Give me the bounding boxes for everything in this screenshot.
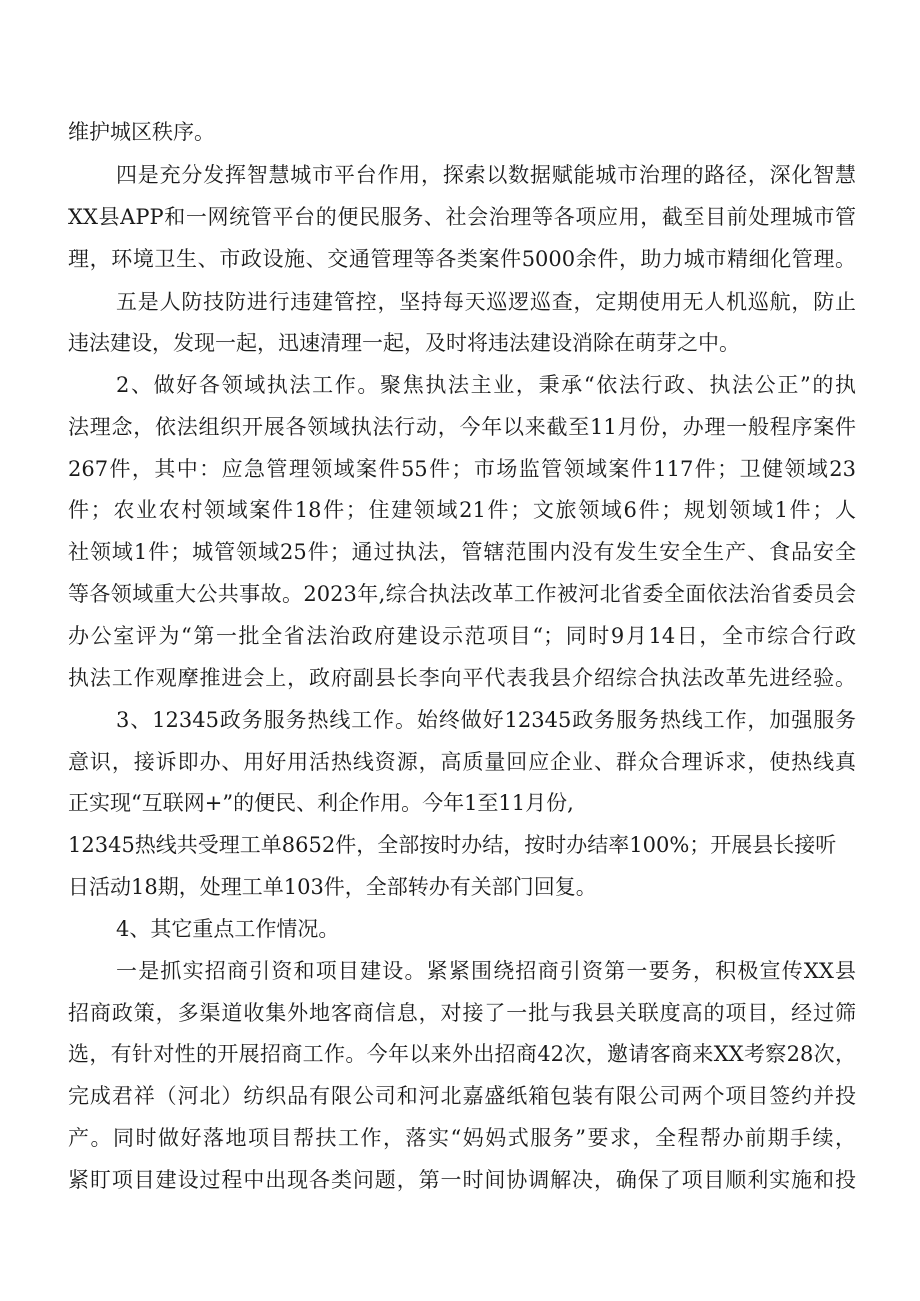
text-line-21: 一是抓实招商引资和项目建设。紧紧围绕招商引资第一要务，积极宣传XX县 <box>116 959 856 983</box>
text-line-16: 意识，接诉即办、用好用活热线资源，高质量回应企业、群众合理诉求，使热线真 <box>68 750 856 774</box>
text-line-18: 12345热线共受理工单8652件，全部按时办结，按时办结率100%；开展县长接听 <box>68 833 837 857</box>
text-line-8: 法理念，依法组织开展各领域执法行动，今年以来截至11月份，办理一般程序案件 <box>68 415 856 439</box>
text-line-6: 违法建设，发现一起，迅速清理一起，及时将违法建设消除在萌芽之中。 <box>68 331 740 355</box>
text-line-2: 四是充分发挥智慧城市平台作用，探索以数据赋能城市治理的路径，深化智慧 <box>116 163 856 187</box>
text-line-22: 招商政策，多渠道收集外地客商信息，对接了一批与我县关联度高的项目，经过筛 <box>68 1001 856 1025</box>
text-line-3: XX县APP和一网统管平台的便民服务、社会治理等各项应用，截至目前处理城市管 <box>68 205 856 229</box>
text-line-7: 2、做好各领域执法工作。聚焦执法主业，秉承“依法行政、执法公正”的执 <box>116 373 856 397</box>
text-line-1: 维护城区秩序。 <box>68 120 215 144</box>
text-line-20: 4、其它重点工作情况。 <box>116 917 340 941</box>
text-line-14: 执法工作观摩推进会上，政府副县长李向平代表我县介绍综合执法改革先进经验。 <box>68 666 856 690</box>
text-line-19: 日活动18期，处理工单103件，全部转办有关部门回复。 <box>68 875 597 899</box>
text-line-12: 等各领域重大公共事故。2023年,综合执法改革工作被河北省委全面依法治省委员会 <box>68 582 856 606</box>
text-line-5: 五是人防技防进行违建管控，坚持每天巡逻巡查，定期使用无人机巡航，防止 <box>116 290 856 314</box>
text-line-4: 理，环境卫生、市政设施、交通管理等各类案件5000余件，助力城市精细化管理。 <box>68 247 856 271</box>
text-line-25: 产。同时做好落地项目帮扶工作，落实“妈妈式服务”要求，全程帮办前期手续， <box>68 1126 856 1150</box>
text-line-9: 267件，其中：应急管理领域案件55件；市场监管领域案件117件；卫健领域23 <box>68 457 856 481</box>
text-line-15: 3、12345政务服务热线工作。始终做好12345政务服务热线工作，加强服务 <box>116 708 856 732</box>
text-line-24: 完成君祥（河北）纺织品有限公司和河北嘉盛纸箱包装有限公司两个项目签约并投 <box>68 1084 856 1108</box>
text-line-26: 紧盯项目建设过程中出现各类问题，第一时间协调解决，确保了项目顺利实施和投 <box>68 1168 856 1192</box>
text-line-17: 正实现“互联网+”的便民、利企作用。今年1至11月份, <box>68 791 574 815</box>
text-line-10: 件；农业农村领域案件18件；住建领域21件；文旅领域6件；规划领域1件；人 <box>68 498 856 522</box>
text-line-13: 办公室评为“第一批全省法治政府建设示范项目“；同时9月14日，全市综合行政 <box>68 624 856 648</box>
text-line-11: 社领域1件；城管领域25件；通过执法，管辖范围内没有发生安全生产、食品安全 <box>68 540 856 564</box>
text-line-23: 选，有针对性的开展招商工作。今年以来外出招商42次，邀请客商来XX考察28次， <box>68 1042 856 1066</box>
